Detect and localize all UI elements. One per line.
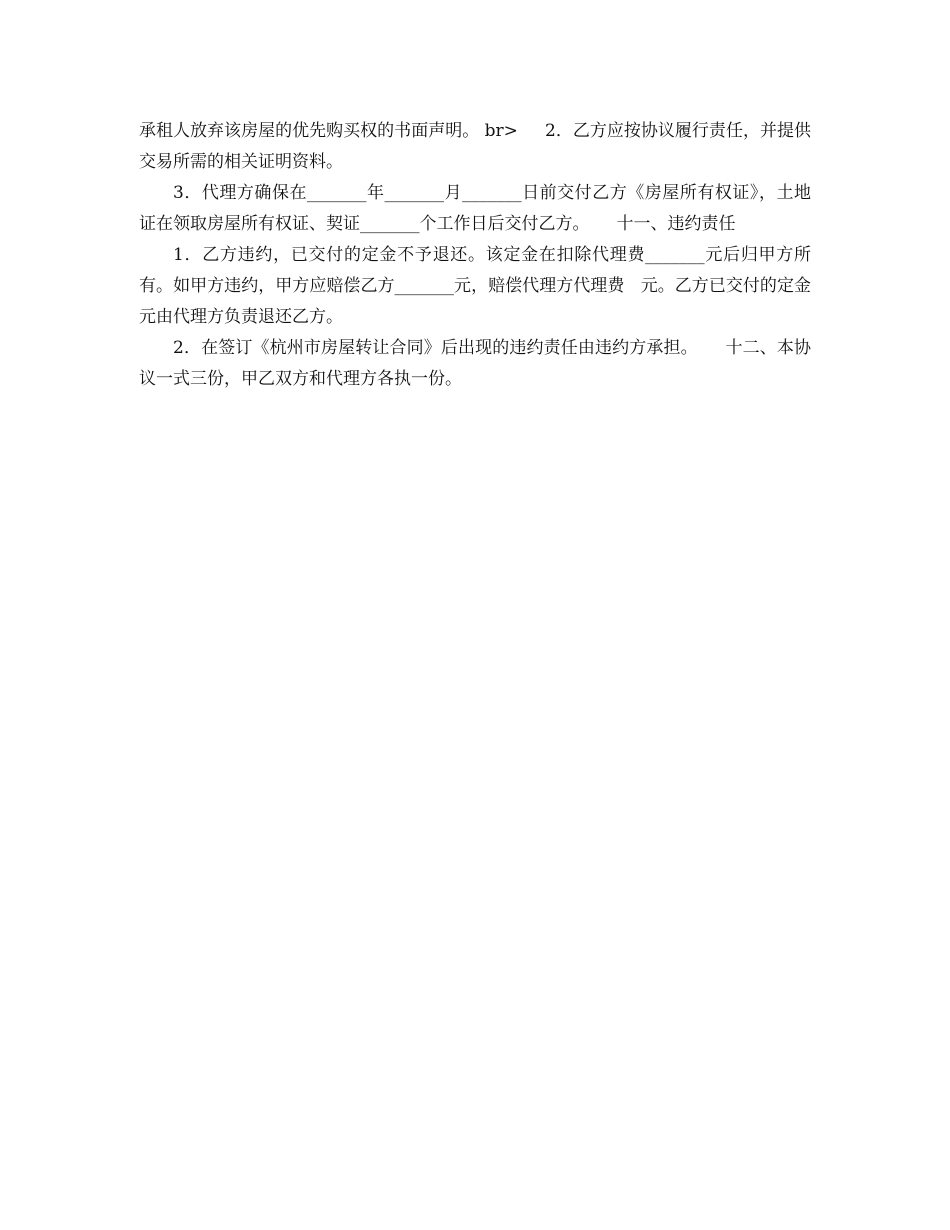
paragraph-2: 3．代理方确保在_______年_______月_______日前交付乙方《房屋所有权证》，土地证在领取房屋所有权证、契证_______个工作日后交付乙方。 十一、违约责任 <box>139 183 811 234</box>
paragraph-1: 承租人放弃该房屋的优先购买权的书面声明。 br> 2．乙方应按协议履行责任，并提供交易所需的相关证明资料。 <box>139 121 811 172</box>
document-body <box>139 116 828 395</box>
paragraph-4: 2．在签订《杭州市房屋转让合同》后出现的违约责任由违约方承担。 十二、本协议一式三份，甲乙双方和代理方各执一份。 <box>139 338 811 389</box>
paragraph-3: 1．乙方违约，已交付的定金不予退还。该定金在扣除代理费_______元后归甲方所有。如甲方违约，甲方应赔偿乙方_______元，赔偿代理方代理费 元。乙方已交付的定金 元由代理方负责退还乙方。 <box>139 245 828 327</box>
